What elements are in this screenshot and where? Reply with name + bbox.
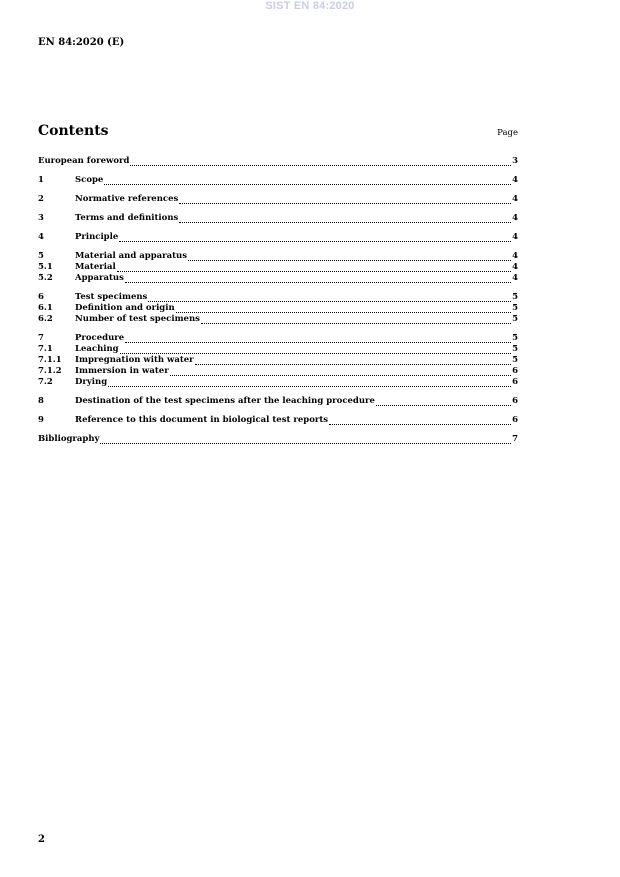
toc-entry-title[interactable]: Material [75,262,116,272]
toc-entry-title[interactable]: European foreword [38,156,130,166]
toc-entry-title[interactable]: Number of test specimens [75,314,200,324]
toc-entry[interactable] [38,434,518,445]
toc-entry-number: 7 [38,333,44,343]
toc-entry[interactable] [38,314,518,325]
toc-entry-number: 6.2 [38,314,53,324]
toc-entry-number: 2 [38,194,44,204]
toc-entry-page[interactable]: 3 [512,156,518,166]
toc-entry-page[interactable]: 5 [512,344,518,354]
toc-entry-number: 7.1 [38,344,53,354]
toc-entry-title[interactable]: Impregnation with water [75,355,194,365]
toc-entry-page[interactable]: 6 [512,415,518,425]
page-number: 2 [38,834,45,845]
toc-entry[interactable] [38,366,518,377]
toc-dot-leader [119,234,511,242]
toc-dot-leader [130,158,511,166]
toc-entry-page[interactable]: 7 [512,434,518,444]
toc-entry-title[interactable]: Destination of the test specimens after the leaching procedure [75,396,375,406]
toc-entry[interactable] [38,355,518,366]
toc-entry-number: 7.1.1 [38,355,62,365]
toc-entry-number: 7.2 [38,377,53,387]
toc-entry[interactable] [38,415,518,426]
watermark-text: SIST EN 84:2020 [265,0,355,12]
toc-entry[interactable] [38,377,518,388]
toc-dot-leader [125,275,511,283]
toc-entry-title[interactable]: Bibliography [38,434,100,444]
toc-entry-page[interactable]: 5 [512,355,518,365]
toc-entry-number: 5.2 [38,273,53,283]
toc-dot-leader [188,253,511,261]
toc-dot-leader [125,335,511,343]
toc-entry-title[interactable]: Apparatus [75,273,124,283]
page-column-label: Page [497,128,518,138]
toc-entry-number: 5 [38,251,44,261]
toc-entry-page[interactable]: 5 [512,333,518,343]
toc-entry-page[interactable]: 5 [512,292,518,302]
toc-entry-number: 6.1 [38,303,53,313]
toc-entry-number: 5.1 [38,262,53,272]
toc-dot-leader [329,417,511,425]
toc-entry-page[interactable]: 6 [512,396,518,406]
toc-dot-leader [117,264,511,272]
toc-entry-page[interactable]: 4 [512,194,518,204]
toc-entry-number: 3 [38,213,44,223]
toc-dot-leader [108,379,511,387]
toc-dot-leader [179,215,511,223]
table-of-contents [38,156,518,445]
toc-entry[interactable] [38,262,518,273]
toc-entry[interactable] [38,251,518,262]
toc-entry[interactable] [38,156,518,167]
toc-entry-page[interactable]: 4 [512,262,518,272]
toc-entry-number: 7.1.2 [38,366,62,376]
toc-entry[interactable] [38,303,518,314]
toc-entry-title[interactable]: Principle [75,232,119,242]
toc-entry-page[interactable]: 5 [512,314,518,324]
toc-entry-title[interactable]: Procedure [75,333,125,343]
contents-title: Contents [38,123,109,139]
toc-entry[interactable] [38,213,518,224]
toc-entry-title[interactable]: Terms and definitions [75,213,179,223]
toc-entry-title[interactable]: Drying [75,377,108,387]
toc-entry-title[interactable]: Material and apparatus [75,251,188,261]
toc-entry-number: 1 [38,175,44,185]
toc-dot-leader [170,368,511,376]
toc-entry-page[interactable]: 4 [512,175,518,185]
toc-dot-leader [100,436,511,444]
toc-entry-number: 9 [38,415,44,425]
toc-entry-title[interactable]: Definition and origin [75,303,175,313]
toc-dot-leader [195,357,511,365]
toc-entry-title[interactable]: Leaching [75,344,119,354]
toc-entry-page[interactable]: 5 [512,303,518,313]
toc-entry[interactable] [38,344,518,355]
toc-entry-title[interactable]: Test specimens [75,292,148,302]
toc-dot-leader [104,177,511,185]
toc-entry-number: 8 [38,396,44,406]
toc-entry[interactable] [38,175,518,186]
toc-dot-leader [120,346,511,354]
toc-dot-leader [179,196,511,204]
toc-entry-page[interactable]: 6 [512,377,518,387]
toc-dot-leader [148,294,511,302]
toc-entry-number: 6 [38,292,44,302]
toc-entry-title[interactable]: Immersion in water [75,366,169,376]
toc-entry-title[interactable]: Normative references [75,194,179,204]
toc-entry-page[interactable]: 4 [512,232,518,242]
toc-entry-title[interactable]: Scope [75,175,104,185]
toc-entry[interactable] [38,333,518,344]
toc-entry-page[interactable]: 4 [512,213,518,223]
toc-dot-leader [376,398,511,406]
toc-entry[interactable] [38,232,518,243]
toc-entry-title[interactable]: Reference to this document in biological test reports [75,415,329,425]
toc-entry[interactable] [38,273,518,284]
toc-entry-page[interactable]: 4 [512,251,518,261]
toc-entry[interactable] [38,396,518,407]
toc-dot-leader [201,316,511,324]
toc-entry[interactable] [38,292,518,303]
toc-entry-page[interactable]: 6 [512,366,518,376]
toc-entry-page[interactable]: 4 [512,273,518,283]
toc-dot-leader [176,305,511,313]
toc-entry[interactable] [38,194,518,205]
document-id-header: EN 84:2020 (E) [38,37,125,48]
toc-entry-number: 4 [38,232,44,242]
